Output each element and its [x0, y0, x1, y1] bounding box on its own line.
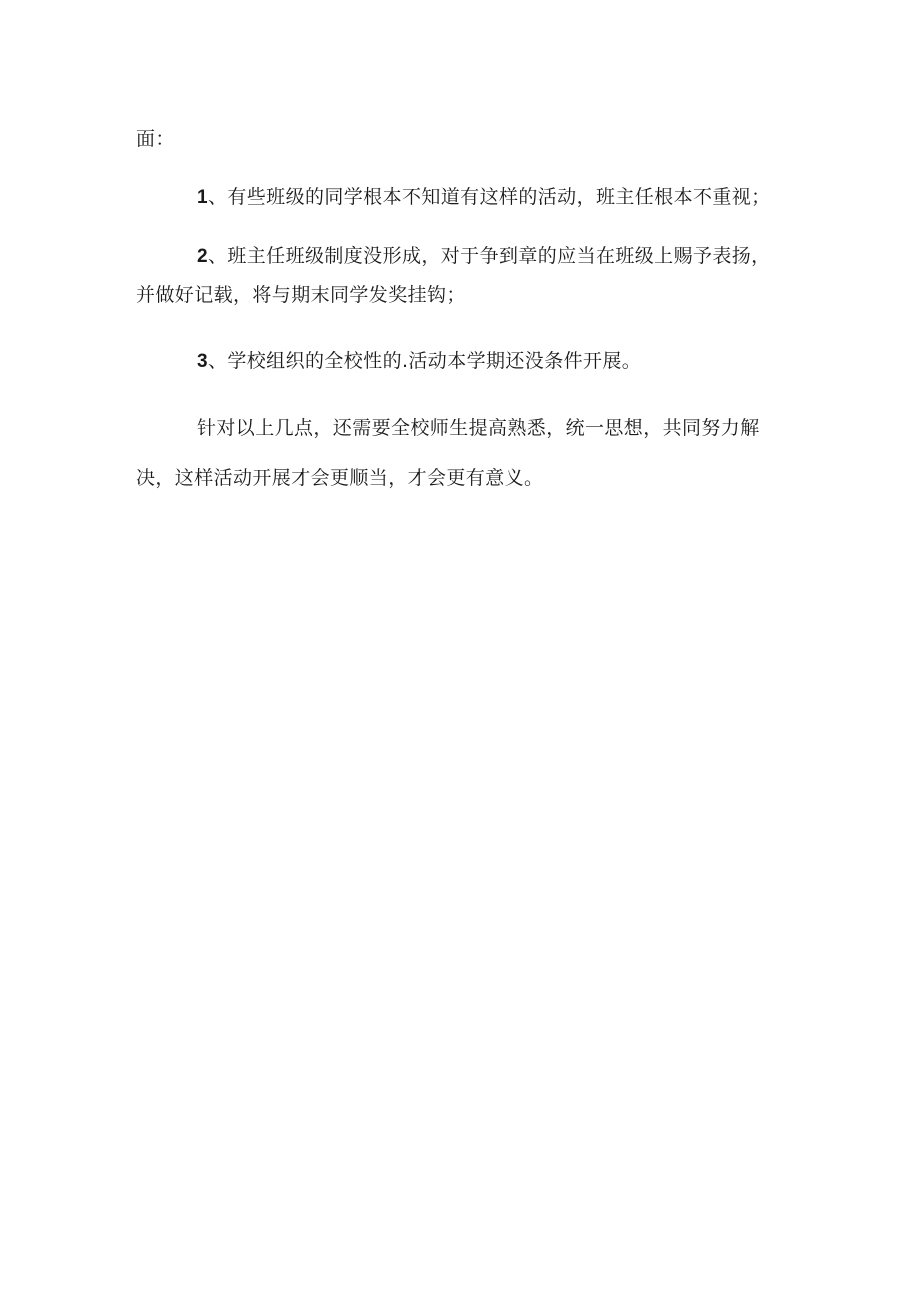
list-item-text: 、学校组织的全校性的.活动本学期还没条件开展。 [207, 350, 642, 372]
list-item-3 [136, 342, 802, 381]
list-item-text-continued: 并做好记载，将与期末同学发奖挂钩； [136, 284, 466, 306]
list-item-text: 、班主任班级制度没形成，对于争到章的应当在班级上赐予表扬， [207, 245, 771, 267]
conclusion-paragraph [136, 409, 802, 497]
list-item-2 [136, 237, 802, 314]
list-item-number: 2 [197, 246, 208, 267]
list-item-1 [136, 178, 802, 217]
list-item-number: 3 [197, 351, 208, 372]
conclusion-line-1 [136, 409, 802, 447]
continuation-text: 面： [136, 128, 175, 150]
list-item-2-line-1 [136, 237, 802, 276]
conclusion-text-continued: 决，这样活动开展才会更顺当，才会更有意义。 [136, 467, 544, 489]
list-item-number: 1 [197, 187, 208, 208]
conclusion-line-2 [136, 459, 802, 497]
conclusion-text: 针对以上几点，还需要全校师生提高熟悉，统一思想，共同努力解 [197, 417, 760, 439]
document-body [136, 120, 802, 497]
continuation-line [136, 120, 802, 158]
list-item-text: 、有些班级的同学根本不知道有这样的活动，班主任根本不重视； [207, 186, 771, 208]
list-item-2-line-2 [136, 276, 802, 314]
